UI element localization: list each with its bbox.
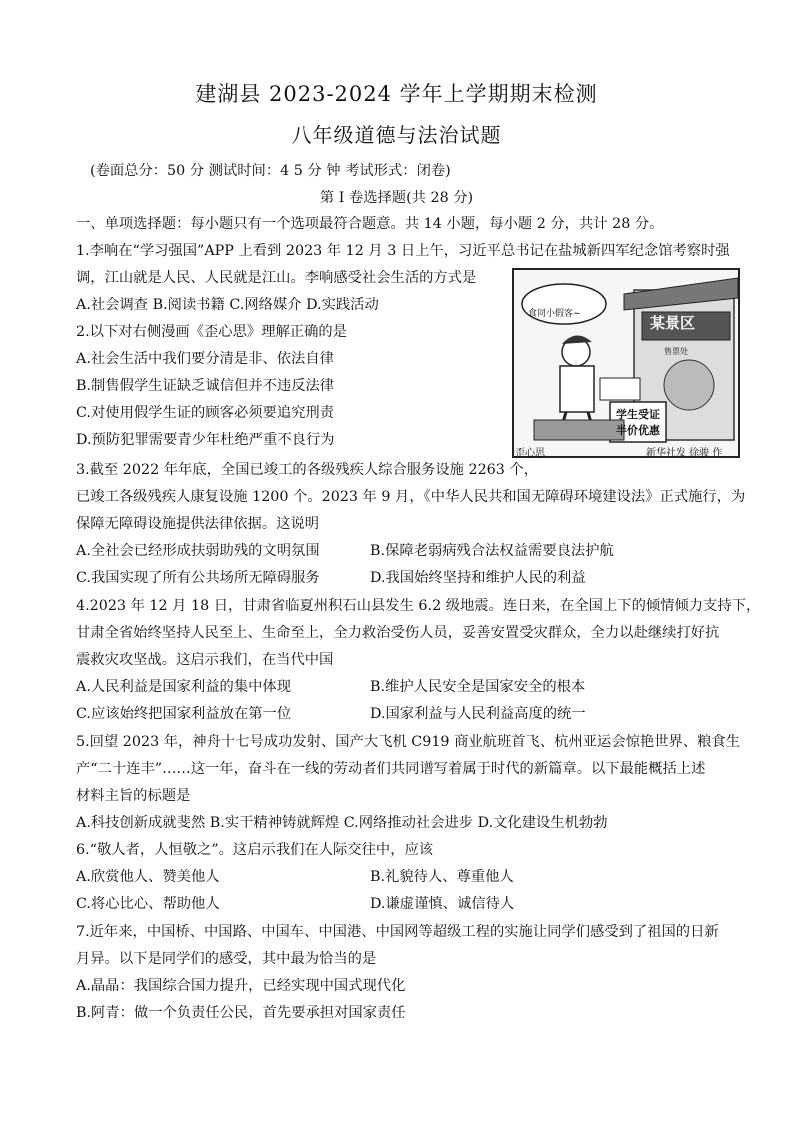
q5-line3: 材料主旨的标题是 — [76, 788, 191, 804]
q4-option-d: D.国家利益与人民利益高度的统一 — [370, 706, 586, 722]
q2-option-c: C.对使用假学生证的顾客必须要追究刑责 — [76, 405, 335, 421]
cartoon-caption-left: 歪心思 — [515, 448, 545, 459]
q5-line2: 产“二十连丰”……这一年，奋斗在一线的劳动者们共同谱写着属于时代的新篇章。以下最能概括上述 — [76, 761, 706, 777]
q6-option-b: B.礼貌待人、尊重他人 — [370, 869, 514, 885]
q4-option-b: B.维护人民安全是国家安全的根本 — [370, 679, 586, 695]
q1-line2: 调，江山就是人民、人民就是江山。李响感受社会生活的方式是 — [76, 270, 477, 286]
q7-line2: 月异。以下是同学们的感受，其中最为恰当的是 — [76, 951, 377, 967]
q3-option-b: B.保障老弱病残合法权益需要良法护航 — [370, 543, 614, 559]
q2-option-d: D.预防犯罪需要青少年杜绝严重不良行为 — [76, 432, 335, 448]
q3-line3: 保障无障碍设施提供法律依据。这说明 — [76, 516, 320, 532]
q4-line3: 震救灾攻坚战。这启示我们，在当代中国 — [76, 652, 334, 668]
exam-title: 建湖县 2023-2024 学年上学期期末检测 — [195, 82, 598, 106]
q1-line1: 1.李响在“学习强国”APP 上看到 2023 年 12 月 3 日上午，习近平总书记在盐城新四军纪念馆考察时强 — [76, 243, 730, 259]
q6-option-d: D.谦虚谨慎、诚信待人 — [370, 896, 515, 912]
q4-option-c: C.应该始终把国家利益放在第一位 — [76, 706, 292, 722]
exam-info: (卷面总分：50 分 测试时间：4 5 分 钟 考试形式：闭卷) — [90, 163, 451, 179]
section-heading: 第 I 卷选择题(共 28 分) — [319, 190, 474, 206]
cartoon-speech-bubble: 食同小假客~ — [528, 309, 581, 319]
cartoon-illustration — [512, 268, 740, 458]
q7-option-b: B.阿青：做一个负责任公民，首先要承担对国家责任 — [76, 1005, 406, 1021]
cartoon-caption-right: 新华社发 徐骏 作 — [646, 448, 723, 459]
q5-line1: 5.回望 2023 年，神舟十七号成功发射、国产大飞机 C919 商业航班首飞、杭州亚运会惊艳世界、粮食生 — [76, 734, 741, 750]
cartoon-card-line1: 学生受证 — [616, 408, 660, 421]
q5-options: A.科技创新成就斐然 B.实干精神铸就辉煌 C.网络推动社会进步 D.文化建设生机勃勃 — [76, 815, 608, 831]
q6-stem: 6.“敬人者，人恒敬之”。这启示我们在人际交往中，应该 — [76, 842, 434, 858]
q6-option-c: C.将心比心、帮助他人 — [76, 896, 220, 912]
q4-line1: 4.2023 年 12 月 18 日，甘肃省临夏州积石山县发生 6.2 级地震。连日来，在全国上下的倾情倾力支持下， — [76, 598, 761, 614]
q2-stem: 2.以下对右侧漫画《歪心思》理解正确的是 — [76, 324, 347, 340]
q3-option-c: C.我国实现了所有公共场所无障碍服务 — [76, 570, 320, 586]
q3-option-d: D.我国始终坚持和维护人民的利益 — [370, 570, 586, 586]
exam-subtitle: 八年级道德与法治试题 — [291, 123, 502, 147]
cartoon-sign: 某景区 — [650, 314, 696, 332]
instruction: 一、单项选择题：每小题只有一个选项最符合题意。共 14 小题，每小题 2 分，共计 28 分。 — [76, 216, 664, 232]
q4-line2: 甘肃全省始终坚持人民至上、生命至上，全力救治受伤人员，妥善安置受灾群众，全力以赴继续打好抗 — [76, 625, 720, 641]
q3-line1: 3.截至 2022 年年底，全国已竣工的各级残疾人综合服务设施 2263 个， — [76, 462, 539, 478]
cartoon-ticket-office: 售票处 — [664, 347, 688, 356]
cartoon-card-line2: 半价优惠 — [616, 424, 660, 437]
q3-line2: 已竣工各级残疾人康复设施 1200 个。2023 年 9 月，《中华人民共和国无障碍环境建设法》正式施行，为 — [76, 489, 746, 505]
q3-option-a: A.全社会已经形成扶弱助残的文明氛围 — [76, 543, 320, 559]
q6-option-a: A.欣赏他人、赞美他人 — [76, 869, 220, 885]
q4-option-a: A.人民利益是国家利益的集中体现 — [76, 679, 292, 695]
q2-option-b: B.制售假学生证缺乏诚信但并不违反法律 — [76, 378, 335, 394]
q2-option-a: A.社会生活中我们要分清是非、依法自律 — [76, 351, 334, 367]
q1-options: A.社会调查 B.阅读书籍 C.网络媒介 D.实践活动 — [76, 297, 379, 313]
q7-option-a: A.晶晶：我国综合国力提升，已经实现中国式现代化 — [76, 978, 406, 994]
q7-line1: 7.近年来，中国桥、中国路、中国车、中国港、中国网等超级工程的实施让同学们感受到了祖国的日新 — [76, 924, 719, 940]
